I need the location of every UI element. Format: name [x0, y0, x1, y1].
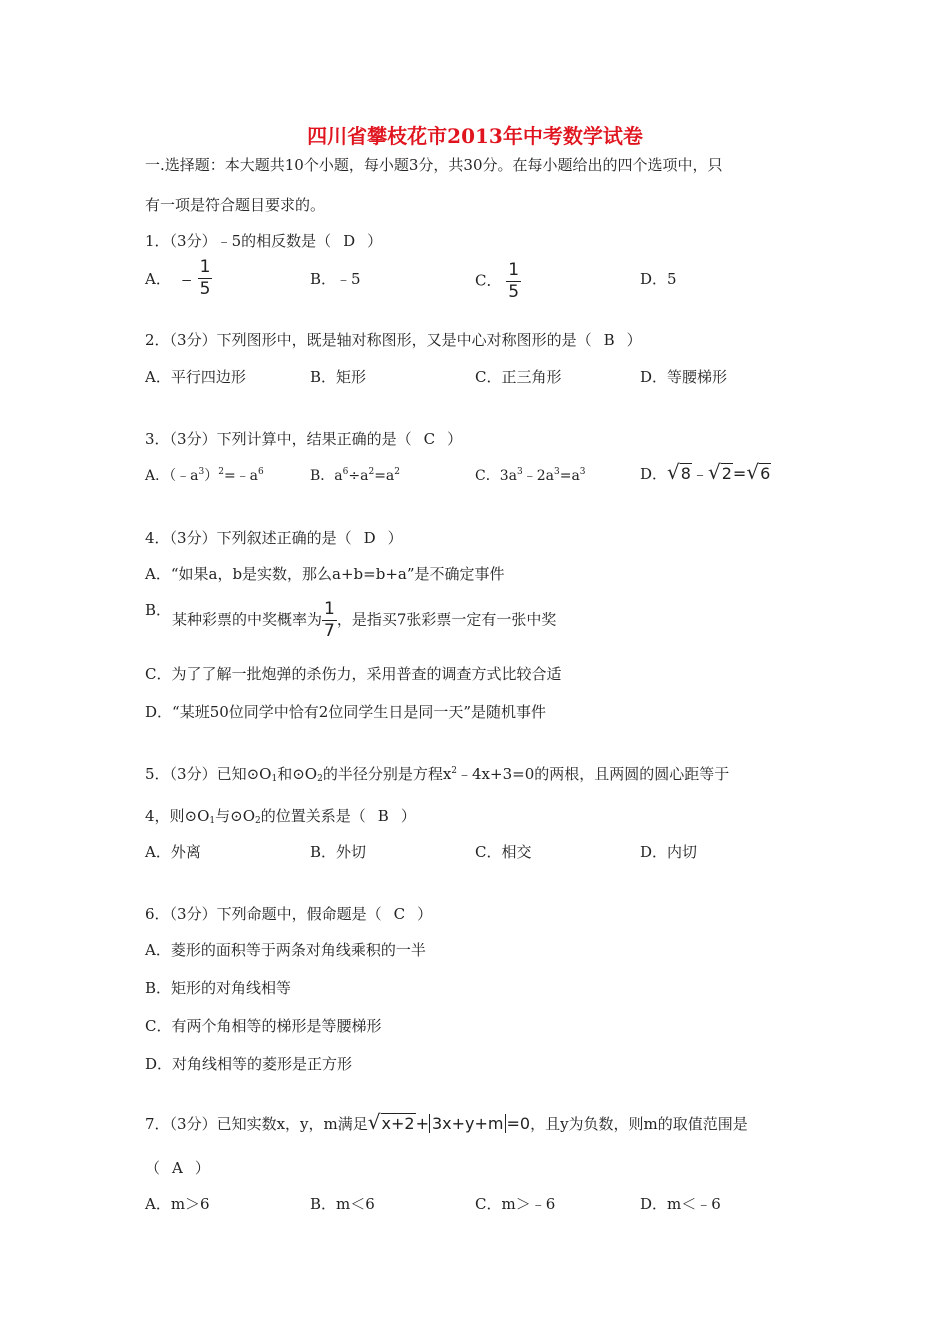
question-6-stem: 6．（3分）下列命题中，假命题是（ C ） [145, 905, 433, 923]
negative-sign: ﹣ [175, 267, 198, 292]
question-3-option-c: C．$3a^3﹣2a^3=a^3$ [475, 467, 586, 484]
question-2-option-c: C．正三角形 [475, 368, 562, 386]
question-1-option-d: D．5 [640, 270, 677, 288]
question-7-answer: A [172, 1159, 183, 1177]
question-1-option-a: A． ﹣ $\frac{1}{5}$ [145, 256, 211, 299]
fraction: $\frac{1}{7}$ [324, 599, 335, 641]
question-1-answer: D [343, 232, 356, 250]
question-6-option-d: D．对角线相等的菱形是正方形 [145, 1055, 353, 1073]
section-instructions-line-2: 有一项是符合题目要求的。 [145, 196, 326, 214]
question-7-answer-line: （ A ） [145, 1159, 210, 1177]
square-root: √2 [707, 460, 732, 484]
square-root: √x+2 [367, 1110, 415, 1134]
question-5-option-a: A．外离 [145, 843, 201, 861]
square-root: √6 [746, 460, 771, 484]
question-2-stem: 2．（3分）下列图形中，既是轴对称图形，又是中心对称图形的是（ B ） [145, 331, 642, 349]
square-root: √8 [667, 460, 691, 484]
question-7-option-b: B．m＜6 [310, 1195, 375, 1213]
question-7-option-a: A．m＞6 [145, 1195, 210, 1213]
question-3-option-d: D．√8﹣√2=√6 [640, 460, 771, 484]
question-6-answer: C [393, 905, 406, 923]
fraction: $\frac{1}{5}$ [508, 260, 520, 302]
question-5-option-c: C．相交 [475, 843, 532, 861]
question-1-option-b: B．﹣5 [310, 270, 361, 288]
question-5-option-d: D．内切 [640, 843, 698, 861]
section-instructions-line-1: 一.选择题：本大题共10个小题，每小题3分，共30分。在每小题给出的四个选项中，只 [145, 156, 723, 174]
question-4-option-d: D．“某班50位同学中恰有2位同学生日是同一天”是随机事件 [145, 703, 546, 721]
question-4-option-c: C．为了了解一批炮弹的杀伤力，采用普查的调查方式比较合适 [145, 665, 562, 683]
question-4-answer: D [363, 529, 376, 547]
question-6-option-a: A．菱形的面积等于两条对角线乘积的一半 [145, 941, 426, 959]
fraction: $\frac{1}{5}$ [199, 256, 211, 299]
question-7-option-c: C．m＞﹣6 [475, 1195, 556, 1213]
question-1-option-c: C． $\frac{1}{5}$ [475, 260, 520, 302]
question-4-option-b-label: B． [145, 601, 172, 619]
question-5-stem-line-1: 5．（3分）已知$⊙O_1$和$⊙O_2$的半径分别是方程$x^2﹣4x+3=0$的两根，且两圆的圆心距等于 [145, 765, 730, 784]
question-4-option-a: A．“如果a，b是实数，那么a+b=b+a”是不确定事件 [145, 565, 505, 583]
question-6-option-b: B．矩形的对角线相等 [145, 979, 292, 997]
question-3-option-b: B．$a^6\div a^2=a^2$ [310, 467, 401, 484]
question-7-stem: 7．（3分）已知实数x，y，m满足√x+2+ 3x+y+m =0，且y为负数，则m的取值范围是 [145, 1110, 748, 1134]
question-1-stem: 1．（3分）﹣5的相反数是（ D ） [145, 232, 383, 250]
question-4-stem: 4．（3分）下列叙述正确的是（ D ） [145, 529, 403, 547]
question-3-answer: C [423, 430, 436, 448]
question-3-stem: 3．（3分）下列计算中，结果正确的是（ C ） [145, 430, 463, 448]
question-5-answer: B [377, 807, 389, 825]
question-2-option-d: D．等腰梯形 [640, 368, 728, 386]
question-3-option-a: A．$(﹣a^3)^2=﹣a^6$ [145, 467, 264, 484]
question-5-stem-line-2: 4，则$⊙O_1$与$⊙O_2$的位置关系是（ B ） [145, 807, 416, 826]
page-title: 四川省攀枝花市2013年中考数学试卷 [307, 124, 643, 148]
question-4-option-b: 某种彩票的中奖概率为 $\frac{1}{7}$ ，是指买7张彩票一定有一张中奖 [172, 599, 557, 641]
question-6-option-c: C．有两个角相等的梯形是等腰梯形 [145, 1017, 382, 1035]
question-2-option-b: B．矩形 [310, 368, 367, 386]
question-7-option-d: D．m＜﹣6 [640, 1195, 721, 1213]
question-5-option-b: B．外切 [310, 843, 367, 861]
question-2-answer: B [603, 331, 615, 349]
absolute-value: 3x+y+m [429, 1114, 507, 1133]
question-2-option-a: A．平行四边形 [145, 368, 246, 386]
